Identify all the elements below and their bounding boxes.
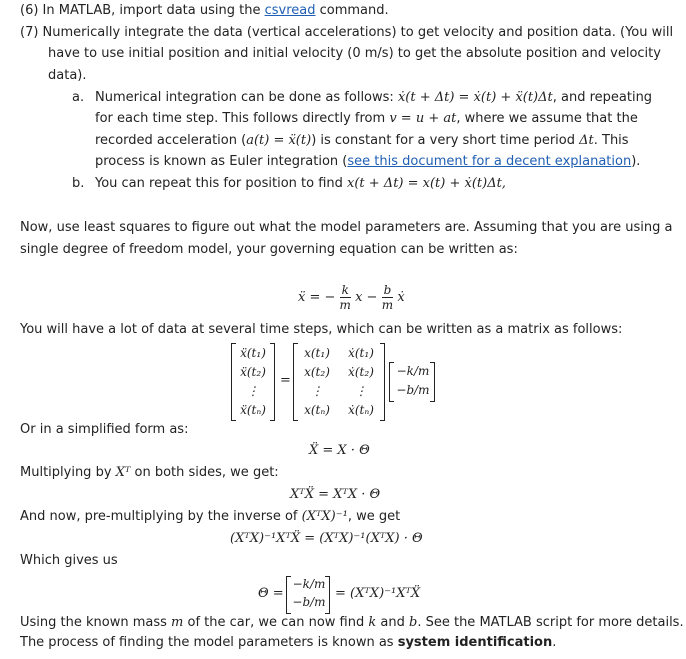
csvread-link[interactable]: csvread: [264, 3, 316, 18]
eq1-x: x −: [355, 290, 378, 305]
multiply-intro: [20, 464, 279, 482]
x-cell: x(t₂): [304, 365, 330, 379]
simplified-equation: Ẍ = X · Θ: [309, 443, 370, 458]
closing-tail-2: .: [552, 635, 557, 650]
item-a-tail-2: , where we assume that the: [456, 111, 638, 126]
lhs-column: [234, 344, 272, 420]
mass-symbol: m: [171, 615, 184, 630]
param-cell: −k/m: [396, 364, 430, 378]
lhs-cell: ẍ(t₂): [240, 365, 266, 379]
matrix-equals: =: [280, 373, 291, 388]
least-squares-line-1: Now, use least squares to figure out what the model parameters are. Assuming that you are using a: [20, 220, 673, 235]
final-param-cell: −k/m: [292, 577, 326, 591]
multiply-text: Multiplying by: [20, 465, 116, 480]
theta-lhs: Θ =: [258, 586, 284, 601]
item-a-tail-3: . This: [593, 133, 629, 148]
step-6-text: (6) In MATLAB, import data using the: [20, 3, 265, 18]
eq1-b: b: [383, 283, 392, 297]
x-transpose: Xᵀ: [115, 465, 131, 480]
eq1-m: m: [339, 298, 351, 312]
param-cell: −b/m: [396, 383, 430, 397]
closing-and: and: [376, 615, 409, 630]
matrix-intro: You will have a lot of data at several time steps, which can be written as a matrix as follows:: [20, 322, 623, 337]
item-a-line-1: [95, 89, 652, 107]
closing-tail-1: . See the MATLAB script for more details.: [417, 615, 684, 630]
x-cell: x(t₁): [304, 346, 330, 360]
simplified-intro: Or in a simplified form as:: [20, 422, 189, 437]
item-a-line-3: [95, 132, 629, 150]
delta-t: Δt: [579, 133, 594, 148]
xdot-cell: ẋ(t₂): [348, 365, 374, 379]
item-a-text-4: process is known as Euler integration (: [95, 154, 348, 169]
lhs-right-bracket: [270, 343, 275, 421]
param-column: [393, 362, 433, 400]
item-b-marker: b.: [72, 176, 85, 191]
step-6-suffix: command.: [315, 3, 389, 18]
xdot-column: [341, 344, 381, 420]
closing-line-2: [20, 634, 556, 652]
b-symbol: b: [409, 615, 418, 630]
lhs-cell: ẍ(tₙ): [240, 403, 266, 417]
param-right-bracket: [430, 362, 435, 402]
b-over-m: [382, 283, 394, 312]
euler-velocity-formula: ẋ(t + Δt) = ẋ(t) + ẍ(t)Δt: [397, 90, 553, 105]
x-cell: ⋮: [311, 384, 323, 398]
final-right-bracket: [325, 576, 330, 614]
final-rhs: = (XᵀX)⁻¹XᵀẌ: [335, 586, 421, 601]
eq1-lhs: ẍ = −: [298, 290, 336, 305]
item-a-mid-3: ) is constant for a very short time period: [311, 133, 580, 148]
lhs-cell: ⋮: [247, 384, 259, 398]
k-symbol: k: [368, 615, 377, 630]
closing-line-1: [20, 614, 684, 632]
x-column: [297, 344, 337, 420]
item-a-text-2: for each time step. This follows directly from: [95, 111, 390, 126]
multiply-tail: on both sides, we get:: [130, 465, 279, 480]
premultiply-tail: , we get: [347, 509, 401, 524]
item-a-tail-1: , and repeating: [552, 90, 653, 105]
x-cell: x(tₙ): [304, 403, 330, 417]
euler-position-formula: x(t + Δt) = x(t) + ẋ(t)Δt,: [347, 176, 506, 191]
xdot-cell: ⋮: [355, 384, 367, 398]
step-6: [20, 2, 389, 20]
gives-intro: Which gives us: [20, 553, 118, 568]
xdot-cell: ẋ(t₁): [348, 346, 374, 360]
lhs-cell: ẍ(t₁): [240, 346, 266, 360]
eq1-xdot: ẋ: [397, 290, 405, 305]
system-identification-term: system identification: [397, 635, 553, 650]
x-right-bracket: [380, 343, 385, 421]
item-a-marker: a.: [72, 90, 85, 105]
step-7-line-3: data).: [48, 68, 87, 83]
governing-equation: [298, 282, 405, 314]
closing-text-1: Using the known mass: [20, 615, 172, 630]
inverse-term: (XᵀX)⁻¹: [301, 509, 348, 524]
item-a-tail-4: ).: [631, 154, 641, 169]
item-a-line-4: [95, 153, 640, 171]
acceleration-formula: a(t) = ẍ(t): [246, 133, 312, 148]
kinematic-formula: v = u + at: [389, 111, 457, 126]
premultiply-intro: [20, 508, 400, 526]
final-param-column: [290, 575, 328, 611]
eq1-k: k: [340, 283, 351, 298]
item-a-line-2: [95, 110, 638, 128]
premultiplied-equation: (XᵀX)⁻¹XᵀẌ = (XᵀX)⁻¹(XᵀX) · Θ: [230, 531, 423, 546]
premultiply-text: And now, pre-multiplying by the inverse of: [20, 509, 302, 524]
least-squares-line-2: single degree of freedom model, your governing equation can be written as:: [20, 242, 518, 257]
multiplied-equation: XᵀẌ = XᵀX · Θ: [290, 487, 381, 502]
xdot-cell: ẋ(tₙ): [348, 403, 374, 417]
item-b-line: [95, 175, 506, 193]
item-a-text-1: Numerical integration can be done as follows:: [95, 90, 398, 105]
euler-explanation-link[interactable]: see this document for a decent explanation: [347, 154, 632, 169]
k-over-m: [340, 283, 351, 312]
step-7-line-1: (7) Numerically integrate the data (vertical accelerations) to get velocity and position data. (You will: [20, 25, 674, 40]
eq1-m2: m: [381, 298, 394, 312]
step-7-line-2: have to use initial position and initial velocity (0 m/s) to get the absolute position and velocity: [48, 46, 661, 61]
item-b-text: You can repeat this for position to find: [95, 176, 348, 191]
closing-mid-1: of the car, we can now find: [183, 615, 369, 630]
final-param-cell: −b/m: [292, 595, 326, 609]
item-a-text-3: recorded acceleration (: [95, 133, 247, 148]
closing-text-2: The process of finding the model parameters is known as: [20, 635, 398, 650]
